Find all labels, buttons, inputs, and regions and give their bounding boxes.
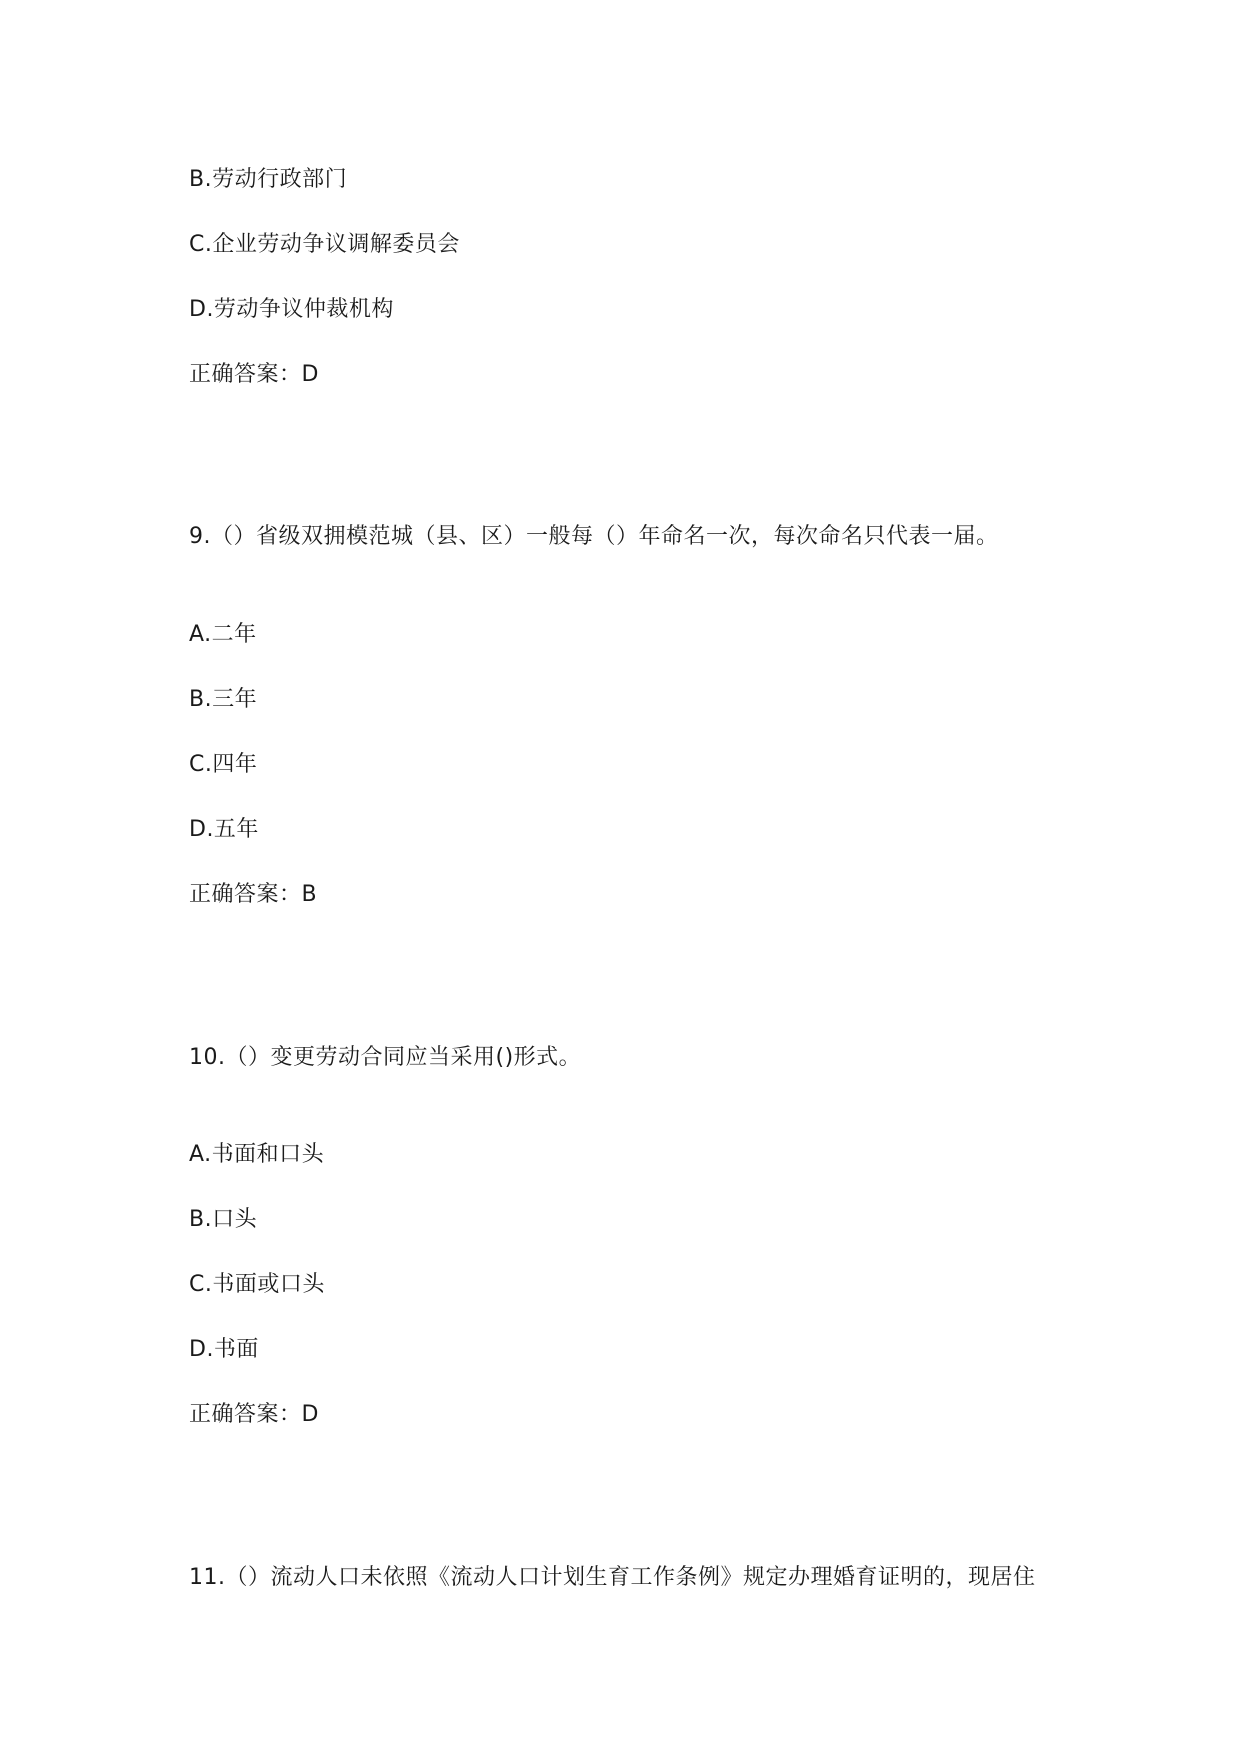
q11-question: 11.（）流动人口未依照《流动人口计划生育工作条例》规定办理婚育证明的，现居住	[189, 1565, 1036, 1590]
q9-option-c: C.四年	[189, 752, 258, 777]
q9-option-a: A.二年	[189, 622, 257, 647]
q10-answer: 正确答案：D	[189, 1402, 319, 1427]
q8-option-d: D.劳动争议仲裁机构	[189, 297, 394, 322]
q9-option-b: B.三年	[189, 687, 258, 712]
q8-option-b: B.劳动行政部门	[189, 167, 348, 192]
q8-answer: 正确答案：D	[189, 362, 319, 387]
q10-question: 10.（）变更劳动合同应当采用()形式。	[189, 1045, 582, 1070]
q9-answer: 正确答案：B	[189, 882, 318, 907]
q10-option-d: D.书面	[189, 1337, 259, 1362]
q9-question: 9.（）省级双拥模范城（县、区）一般每（）年命名一次，每次命名只代表一届。	[189, 524, 999, 549]
q10-option-c: C.书面或口头	[189, 1272, 325, 1297]
q10-option-b: B.口头	[189, 1207, 258, 1232]
q10-option-a: A.书面和口头	[189, 1142, 325, 1167]
q9-option-d: D.五年	[189, 817, 259, 842]
q8-option-c: C.企业劳动争议调解委员会	[189, 232, 460, 257]
